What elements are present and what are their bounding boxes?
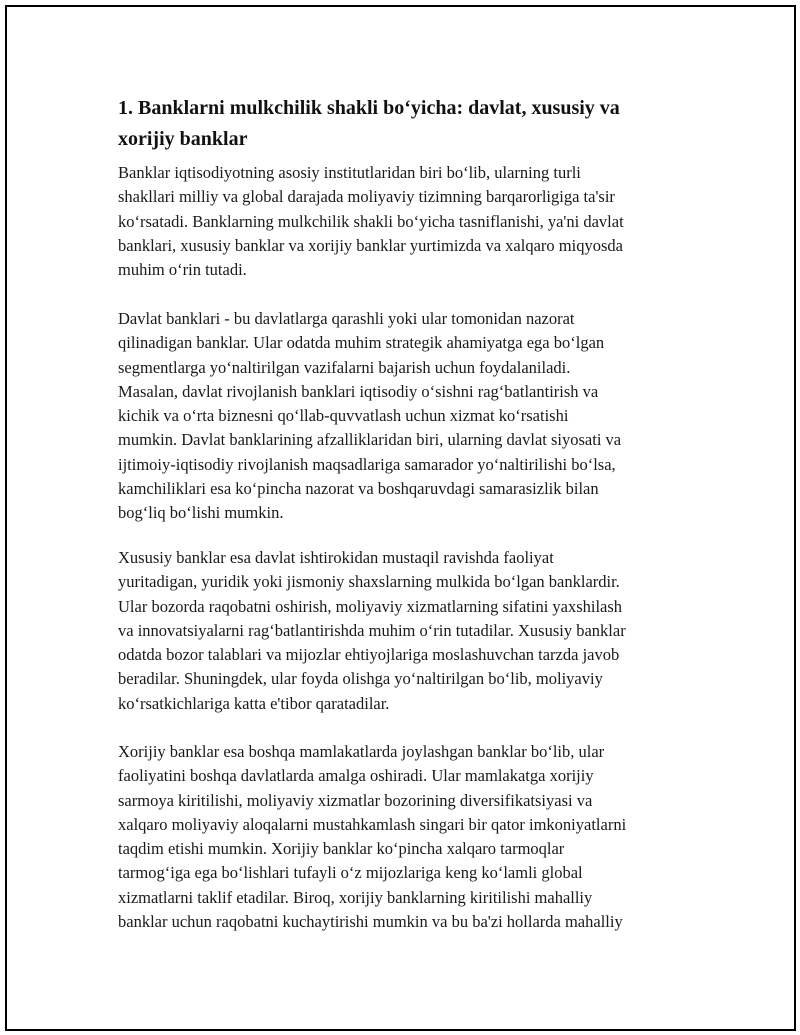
text-line: xalqaro moliyaviy aloqalarni mustahkamlash singari bir qator imkoniyatlarni <box>118 814 627 834</box>
text-line: odatda bozor talablari va mijozlar ehtiyojlariga moslashuvchan tarzda javob <box>118 645 620 665</box>
text-line: taqdim etishi mumkin. Xorijiy banklar ko‘pincha xalqaro tarmoqlar <box>118 839 565 859</box>
section-title-line: xorijiy banklar <box>118 128 248 150</box>
document-body <box>118 93 693 932</box>
text-line: tarmog‘iga ega bo‘lishlari tufayli o‘z mijozlariga keng ko‘lamli global <box>118 863 583 883</box>
section-title-line: 1. Banklarni mulkchilik shakli bo‘yicha: davlat, xususiy va <box>118 97 620 119</box>
text-line: mumkin. Davlat banklarining afzalliklaridan biri, ularning davlat siyosati va <box>118 430 622 450</box>
text-line: ko‘rsatkichlariga katta e'tibor qaratadilar. <box>118 693 390 713</box>
section-title <box>118 93 693 155</box>
text-line: beradilar. Shuningdek, ular foyda olishga yo‘naltirilgan bo‘lib, moliyaviy <box>118 669 603 689</box>
text-line: xizmatlarni taklif etadilar. Biroq, xorijiy banklarning kiritilishi mahalliy <box>118 887 593 907</box>
text-line: muhim o‘rin tutadi. <box>118 260 247 280</box>
paragraph-foreign-banks <box>118 740 626 934</box>
text-line: ko‘rsatadi. Banklarning mulkchilik shakli bo‘yicha tasniflanishi, ya'ni davlat <box>118 211 624 231</box>
text-line: banklari, xususiy banklar va xorijiy banklar yurtimizda va xalqaro miqyosda <box>118 235 623 255</box>
text-line: Xorijiy banklar esa boshqa mamlakatlarda joylashgan banklar bo‘lib, ular <box>118 742 605 761</box>
text-line: Xususiy banklar esa davlat ishtirokidan mustaqil ravishda faoliyat <box>118 548 554 567</box>
paragraph-intro <box>118 161 624 282</box>
text-line: sarmoya kiritilishi, moliyaviy xizmatlar bozorining diversifikatsiyasi va <box>118 790 593 810</box>
paragraph-private-banks <box>118 546 626 716</box>
text-line: shakllari milliy va global darajada moliyaviy tizimning barqarorligiga ta'sir <box>118 187 615 207</box>
text-line: kamchiliklari esa ko‘pincha nazorat va boshqaruvdagi samarasizlik bilan <box>118 479 599 499</box>
paragraph-state-banks <box>118 307 621 526</box>
text-line: Davlat banklari - bu davlatlarga qarashli yoki ular tomonidan nazorat <box>118 309 575 328</box>
text-line: ijtimoiy-iqtisodiy rivojlanish maqsadlariga samarador yo‘naltirilishi bo‘lsa, <box>118 454 616 474</box>
text-line: Masalan, davlat rivojlanish banklari iqtisodiy o‘sishni rag‘batlantirish va <box>118 381 599 401</box>
text-line: va innovatsiyalarni rag‘batlantirishda muhim o‘rin tutadilar. Xususiy banklar <box>118 620 626 640</box>
text-line: qilinadigan banklar. Ular odatda muhim strategik ahamiyatga ega bo‘lgan <box>118 333 605 353</box>
text-line: kichik va o‘rta biznesni qo‘llab-quvvatlash uchun xizmat ko‘rsatishi <box>118 406 569 426</box>
text-line: bog‘liq bo‘lishi mumkin. <box>118 503 284 523</box>
text-line: yuritadigan, yuridik yoki jismoniy shaxslarning mulkida bo‘lgan banklardir. <box>118 572 620 592</box>
text-line: Banklar iqtisodiyotning asosiy institutlaridan biri bo‘lib, ularning turli <box>118 163 581 182</box>
text-line: faoliyatini boshqa davlatlarda amalga oshiradi. Ular mamlakatga xorijiy <box>118 766 594 786</box>
text-line: banklar uchun raqobatni kuchaytirishi mumkin va bu ba'zi hollarda mahalliy <box>118 912 623 932</box>
text-line: Ular bozorda raqobatni oshirish, moliyaviy xizmatlarning sifatini yaxshilash <box>118 596 623 616</box>
text-line: segmentlarga yo‘naltirilgan vazifalarni bajarish uchun foydalaniladi. <box>118 357 571 377</box>
